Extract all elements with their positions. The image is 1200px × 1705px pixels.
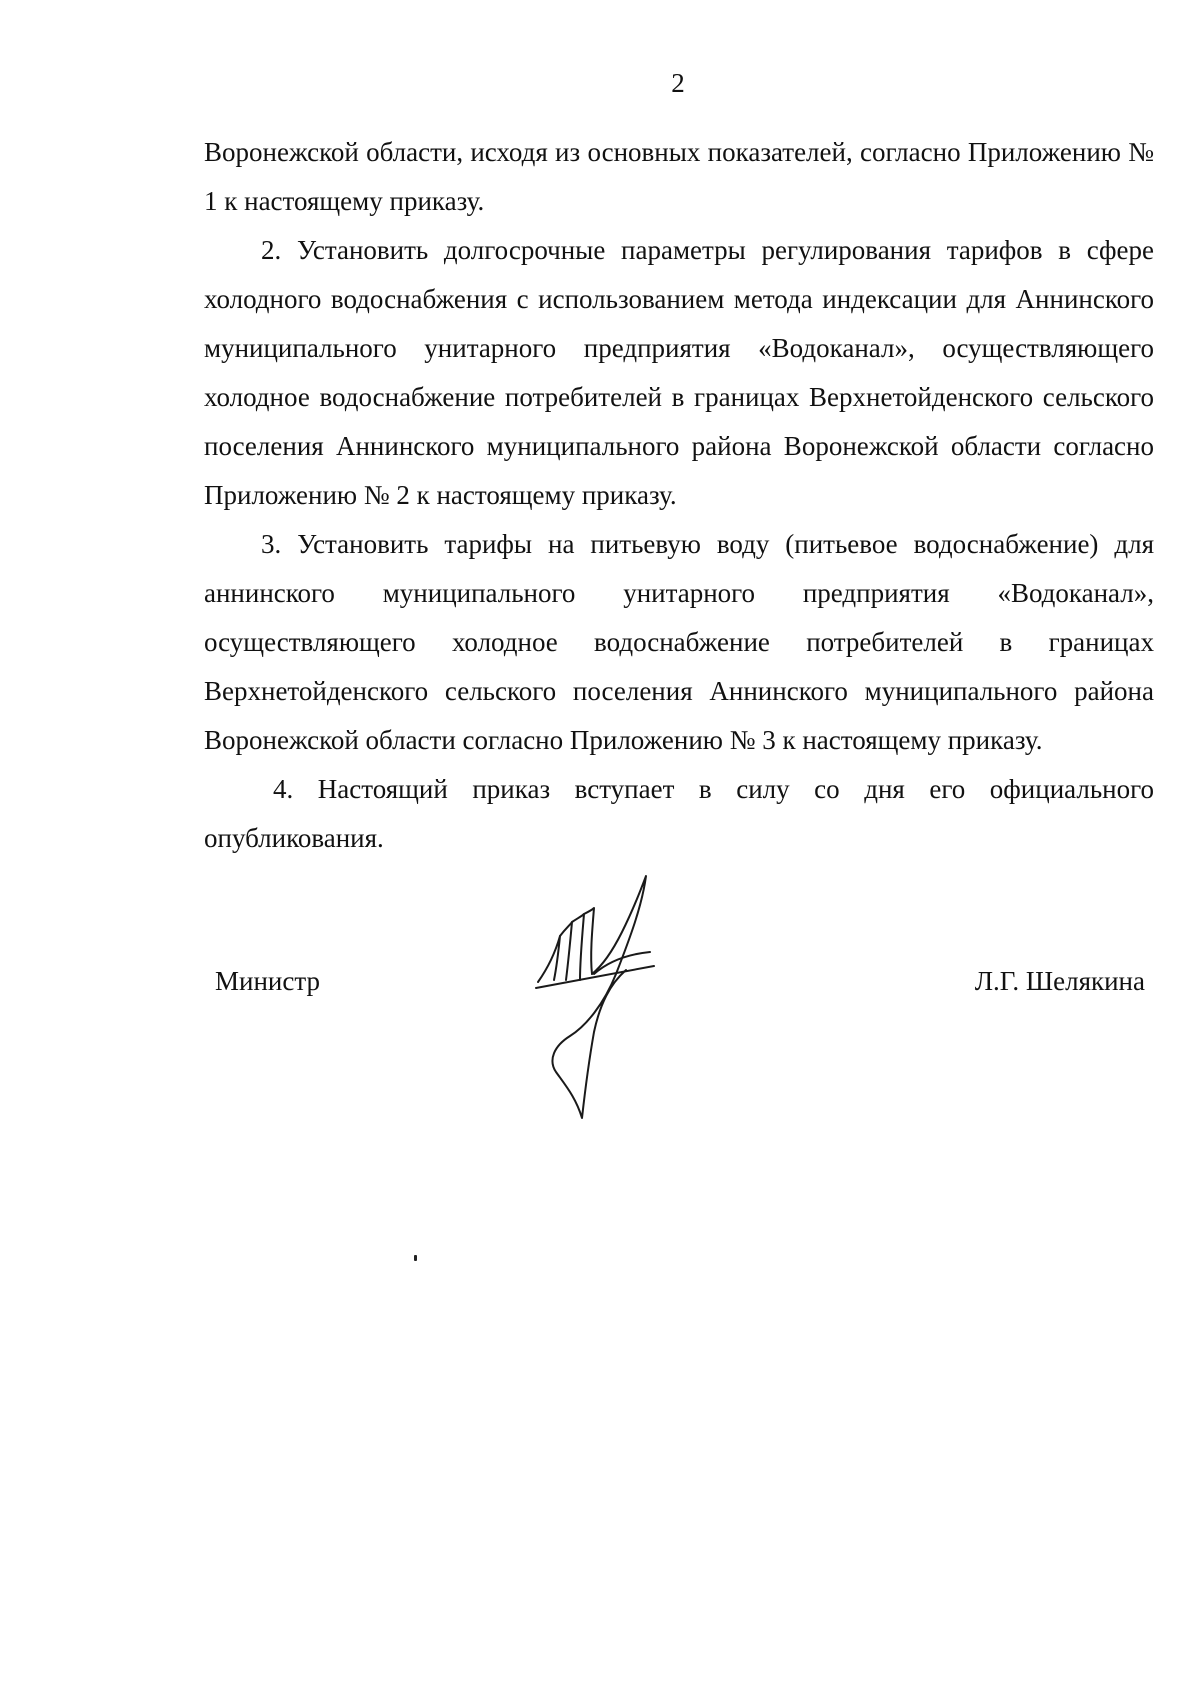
document-body xyxy=(204,128,1154,863)
page-number-text: 2 xyxy=(671,68,685,98)
handwritten-signature xyxy=(530,870,690,1120)
signatory-name: Л.Г. Шелякина xyxy=(974,966,1145,996)
paragraph-item-3: 3. Установить тарифы на питьевую воду (питьевое водоснабжение) для аннинского муниципального унитарного предприятия «Водоканал», осуществляющего холодное водоснабжение потребителей в границах Верхнетойденского сельского поселения Аннинского муниципального района Воронежской области согласно Приложению № 3 к настоящему приказу. xyxy=(204,529,1154,755)
page-number xyxy=(0,68,1200,99)
paragraph-continuation: Воронежской области, исходя из основных показателей, согласно Приложению № 1 к настоящему приказу. xyxy=(204,137,1154,216)
scan-speck xyxy=(414,1255,417,1261)
signatory-title: Министр xyxy=(215,966,320,996)
paragraph-item-2: 2. Установить долгосрочные параметры регулирования тарифов в сфере холодного водоснабжения с использованием метода индексации для Аннинского муниципального унитарного предприятия «Водоканал», осуществляющего холодное водоснабжение потребителей в границах Верхнетойденского сельского поселения Аннинского муниципального района Воронежской области согласно Приложению № 2 к настоящему приказу. xyxy=(204,235,1154,510)
paragraph-item-4: 4. Настоящий приказ вступает в силу со дня его официального опубликования. xyxy=(204,774,1154,853)
